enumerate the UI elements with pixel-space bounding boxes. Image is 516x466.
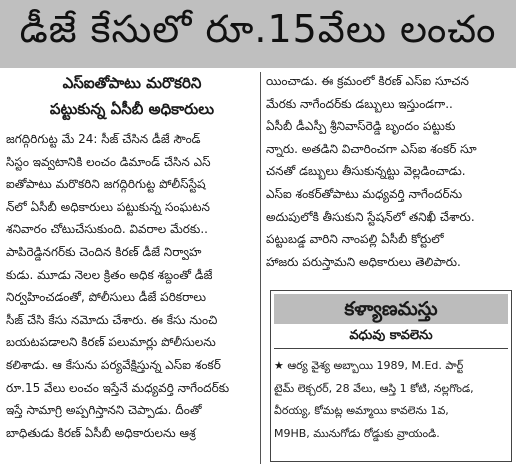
text-line: న్‌లో ఏసీబీ అధికారులు పట్టుకున్న సంఘటన [6,199,210,214]
text-line: సీజ్ చేసి కేసు నమోదు చేశారు. ఈ కేసు నుంచి [6,312,218,327]
text-line: ఎస్ఐ శంకర్‌తోపాటు మధ్యవర్తి నాగేందర్‌ను [266,186,463,201]
left-column [6,70,258,444]
matrimonial-ad-box [270,290,512,462]
ad-body [274,349,508,445]
column-divider [260,72,261,464]
text-line: ఐతోపాటు మరొకరిని జగద్గిరిగుట్ట పోలీస్‌స్టేష [6,177,206,192]
text-line: రూ.15 వేలు లంచం ఇస్తేనే మధ్యవర్తి నాగేందర్‌కు [6,380,230,395]
text-line: సిస్టం ఇవ్వటానికి లంచం డిమాండ్ చేసిన ఎస్ [6,154,211,169]
text-line: ఏసీబీ డీఎస్పీ శ్రీనివాస్‌రెడ్డి బృందం పట్టుకు [266,119,456,134]
text-line: జగద్గిరిగుట్ట మే 24: సీజ్ చేసిన డీజే సౌండ్ [6,132,201,146]
text-line: కుడు. మూడు నెలల క్రితం అధిక శబ్దంతో డీజే [6,267,213,282]
text-line: బయటపడాలని కిరణ్ పలుమార్లు పోలీసులను [6,335,216,350]
text-line: బాధితుడు కిరణ్ ఏసీబీ అధికారులను ఆశ్ర [6,425,196,440]
text-line: పట్టుబడ్డ వారిని నాంపల్లి ఏసీబీ కోర్టులో [266,232,444,247]
subheadline [6,70,258,122]
text-line: ఇస్తే సామాగ్రి అప్పగిస్తానని చెప్పాడు. దీంతో [6,403,202,418]
text-line: నిర్వహించడంతో, పోలీసులు డీజే పరికరాలు [6,290,206,305]
ad-line: M9HB, మునుగోడు రోడ్డుకు వ్రాయండి. [274,426,440,440]
headline: డీజే కేసులో రూ.15వేలు లంచం [0,0,516,68]
left-body [6,128,258,444]
text-line: పాపిరెడ్డినగర్‌కు చెందిన కిరణ్ డీజే నిర్వాహ [6,244,202,259]
ad-subtitle: వధువు కావలెను [274,324,508,349]
text-line: చనతో డబ్బులు తీసుకున్నట్టు వెల్లడించాడు. [266,164,466,179]
right-column [266,70,512,273]
ad-line: టైమ్ లెక్చరర్, 28 వేలు, ఆస్తి 1 కోటి, నల్లగొండ, [274,381,474,395]
ad-banner: కళ్యాణమస్తు [274,294,508,324]
text-line: మేరకు నాగేందర్‌కు డబ్బులు ఇస్తుండగా.. [266,96,453,111]
ad-line: వీరయ్య, కోమట్ల అమ్మాయి కావలెను 1వ, [274,404,449,417]
text-line: హాజరు పరుస్తామని అధికారులు తెలిపారు. [266,254,461,269]
subheadline-line: ఎస్ఐతోపాటు మరొకరిని [62,74,202,92]
text-line: న్నారు. అతడిని విచారించగా ఎస్ఐ శంకర్ సూ [266,141,477,156]
subheadline-line: పట్టుకున్న ఏసీబీ అధికారులు [49,100,215,118]
ad-line: ★ ఆర్య వైశ్య అబ్బాయి 1989, M.Ed. పార్ట్ [274,359,464,372]
text-line: అదుపులోకి తీసుకుని స్టేషన్‌లో తనిఖీ చేశారు. [266,209,475,224]
text-line: కలిశాడు. ఆ కేసును పర్యవేక్షిస్తున్న ఎస్ఐ శంకర్ [6,357,221,372]
text-line: యించాడు. ఈ క్రమంలో కిరణ్ ఎస్ఐ సూచన [266,74,469,88]
text-line: శనివారం చోటుచేసుకుంది. వివరాల మేరకు.. [6,222,208,237]
